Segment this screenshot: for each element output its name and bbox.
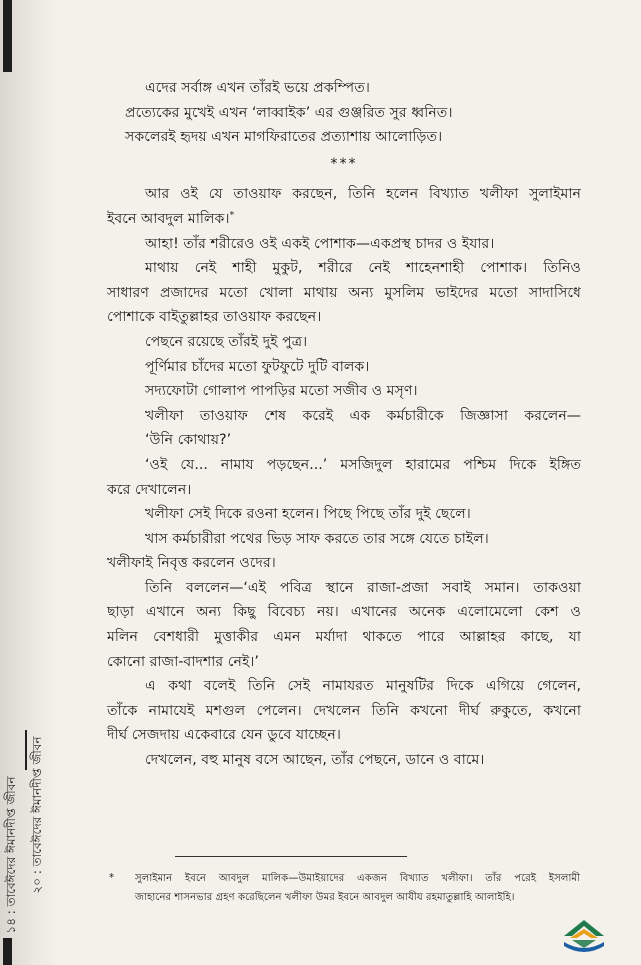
line-13: সদ্যফোটা গোলাপ পাপড়ির মতো সজীব ও মসৃণ।: [145, 383, 418, 400]
gutter-bar-top: [3, 0, 12, 72]
side-running-head-outer: ১৪ : তাবেঈদের ঈমানদীপ্ত জীবন: [4, 776, 18, 934]
line-17: করে দেখালেন।: [107, 481, 192, 498]
line-16: ‘ওই যে... নামায পড়ছেন...’ মসজিদুল হারামের পশ্চিম দিকে ইঙ্গিত: [145, 456, 581, 473]
line-1: এদের সর্বাঙ্গ এখন তাঁরই ভয়ে প্রকম্পিত।: [145, 80, 370, 96]
logo-book: [572, 940, 596, 948]
line-15: ‘উনি কোথায়?’: [145, 432, 232, 449]
footnote: [109, 869, 580, 907]
line-5: আর ওই যে তাওয়াফ করছেন, তিনি হলেন বিখ্যাত খলীফা সুলাইমান: [145, 186, 581, 203]
line-6: ইবনে আবদুল মালিক।*: [107, 210, 235, 227]
line-3: সকলেরই হৃদয় এখন মাগফিরাতের প্রত্যাশায় আলোড়িত।: [125, 129, 443, 146]
line-21: তিনি বললেন—‘এই পবিত্র স্থানে রাজা-প্রজা সবাই সমান। তাকওয়া: [145, 579, 581, 596]
line-11: পেছনে রয়েছে তাঁরই দুই পুত্র।: [145, 333, 308, 350]
line-7: আহা! তাঁর শরীরেও ওই একই পোশাক—একপ্রস্থ চাদর ও ইযার।: [145, 235, 495, 252]
line-22: ছাড়া এখানে অন্য কিছু বিবেচ্য নয়। এখানের অনেক এলোমেলো কেশ ও: [107, 604, 581, 621]
line-27: দীর্ঘ সেজদায় একেবারে যেন ডুবে যাচ্ছেন।: [107, 727, 341, 744]
side-running-head-inner: ২০ : তাবেঈদের ঈমানদীপ্ত জীবন: [30, 736, 44, 894]
line-25: এ কথা বলেই তিনি সেই নামাযরত মানুষটির দিকে এগিয়ে গেলেন,: [145, 678, 581, 695]
line-23: মলিন বেশধারী মুত্তাকীর এমন মর্যাদা থাকতে পারে আল্লাহর কাছে, যা: [107, 629, 581, 646]
side-rule: [25, 730, 27, 770]
line-9: সাধারণ প্রজাদের মতো খোলা মাথায় অন্য মুসলিম ভাইদের মতো সাদাসিধে: [107, 284, 581, 301]
binding-gutter: [0, 0, 60, 965]
footnote-marker: *: [229, 210, 235, 221]
logo-roof: [564, 920, 604, 936]
line-2: প্রত্যেকের মুখেই এখন ‘লাব্বাইক’ এর গুঞ্জরিত সুর ধ্বনিত।: [125, 104, 453, 121]
line-14: খলীফা তাওয়াফ শেষ করেই এক কর্মচারীকে জিজ্ঞাসা করলেন—: [145, 407, 581, 424]
section-separator: ***: [330, 155, 358, 172]
body-text: [107, 76, 581, 773]
publisher-logo-icon: [560, 918, 608, 954]
footnote-star: *: [109, 873, 115, 884]
line-28: দেখলেন, বহু মানুষ বসে আছেন, তাঁর পেছনে, ডানে ও বামে।: [145, 752, 485, 769]
line-20: খলীফাই নিবৃত্ত করলেন ওদের।: [107, 555, 276, 572]
line-19: খাস কর্মচারীরা পথের ভিড় সাফ করতে তার সঙ্গে যেতে চাইল।: [145, 530, 489, 547]
line-24: কোনো রাজা-বাদশার নেই।’: [107, 653, 259, 670]
footnote-line-1: সুলাইমান ইবনে আবদুল মালিক—উমাইয়াদের একজন বিখ্যাত খলীফা। তাঁর পরেই ইসলামী: [135, 873, 580, 884]
footnote-line-2: জাহানের শাসনভার গ্রহণ করেছিলেন খলীফা উমর ইবনে আবদুল আযীয রহমাতুল্লাহি আলাইহি।: [135, 892, 515, 903]
footnote-rule: [175, 856, 407, 857]
line-26: তাঁকে নামাযেই মশগুল পেলেন। দেখলেন তিনি কখনো দীর্ঘ রুকুতে, কখনো: [107, 702, 581, 719]
line-18: খলীফা সেই দিকে রওনা হলেন। পিছে পিছে তাঁর দুই ছেলে।: [145, 506, 471, 523]
line-12: পূর্ণিমার চাঁদের মতো ফুটফুটে দুটি বালক।: [145, 358, 370, 375]
line-8: মাথায় নেই শাহী মুকুট, শরীরে নেই শাহেনশাহী পোশাক। তিনিও: [145, 260, 581, 277]
line-10: পোশাকে বাইতুল্লাহর তাওয়াফ করছেন।: [107, 309, 322, 326]
